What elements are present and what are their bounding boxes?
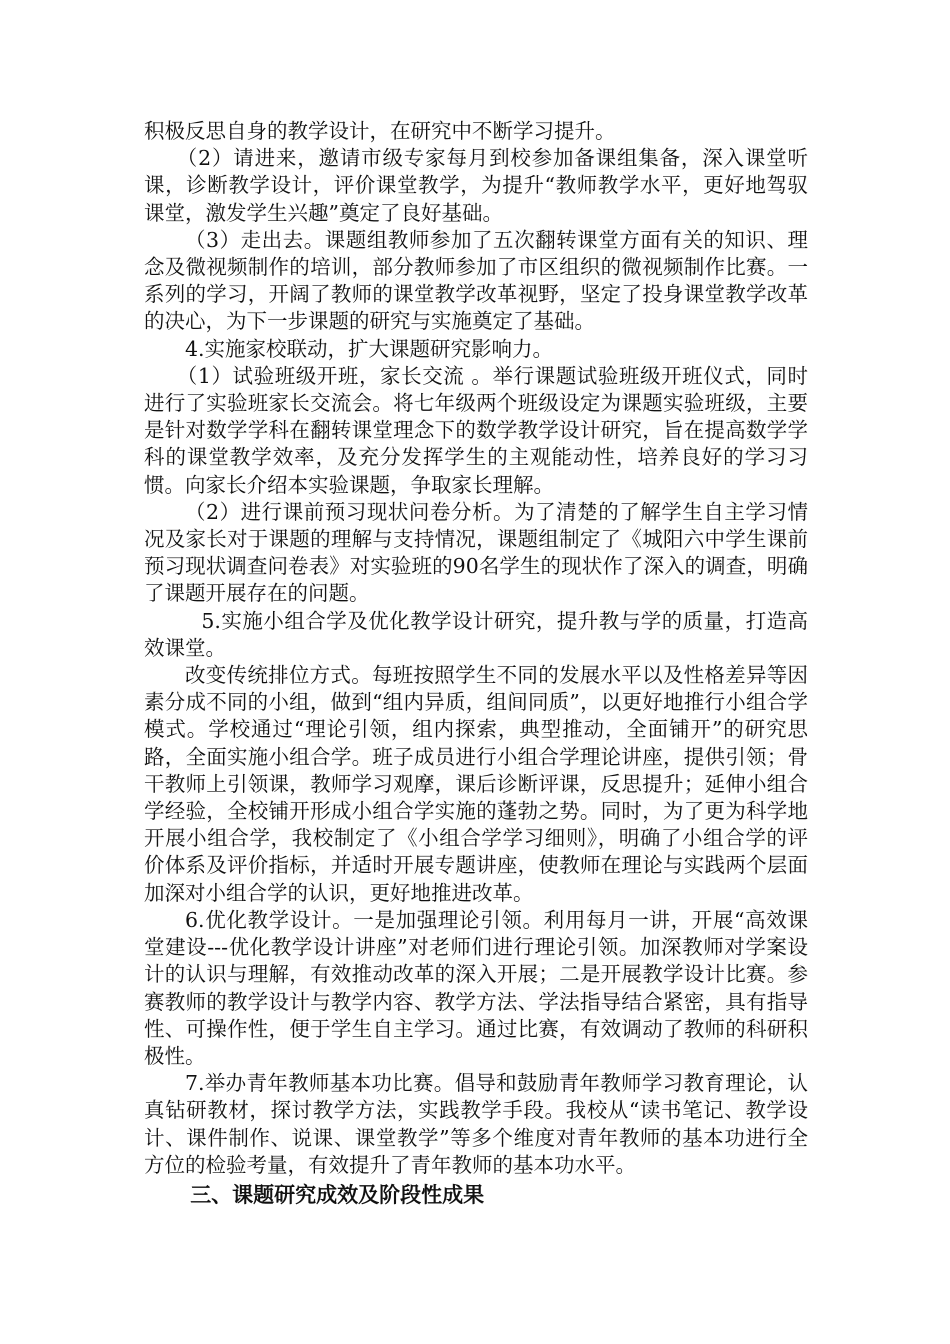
section-heading: 三、课题研究成效及阶段性成果 (190, 1181, 485, 1207)
paragraph-pilot-class: （1）试验班级开班，家长交流 。举行课题试验班级开班仪式，同时进行了实验班家长交流会。将七年级两个班级设定为课题实验班级，主要是针对数学学科在翻转课堂理念下的数学教学设计研究，旨在提高数学学科的课堂教学效率，及充分发挥学生的主观能动性，培养良好的学习习惯。向家长介绍本实验课题，争取家长理解。 (144, 363, 808, 497)
paragraph-continuation: 积极反思自身的教学设计，在研究中不断学习提升。 (144, 119, 616, 143)
paragraph-invite-experts: （2）请进来，邀请市级专家每月到校参加备课组集备，深入课堂听课，诊断教学设计，评价课堂教学，为提升“教师教学水平，更好地驾驭课堂，激发学生兴趣”奠定了良好基础。 (144, 146, 808, 225)
paragraph-optimize-design: 6.优化教学设计。一是加强理论引领。利用每月一讲，开展“高效课堂建设---优化教学设计讲座”对老师们进行理论引领。加深教师对学案设计的认识与理解，有效推动改革的深入开展；二是开展教学设计比赛。参赛教师的教学设计与教学内容、教学方法、学法指导结合紧密，具有指导性、可操作性，便于学生自主学习。通过比赛，有效调动了教师的科研积极性。 (144, 907, 808, 1068)
paragraph-group-learning-heading: 5.实施小组合学及优化教学设计研究，提升教与学的质量，打造高效课堂。 (144, 608, 808, 660)
document-page (144, 118, 808, 1208)
paragraph-home-school-heading: 4.实施家校联动，扩大课题研究影响力。 (185, 336, 554, 361)
paragraph-seating-change: 改变传统排位方式。每班按照学生不同的发展水平以及性格差异等因素分成不同的小组，做到“组内异质，组间同质”，以更好地推行小组合学模式。学校通过“理论引领，组内探索，典型推动，全面铺开”的研究思路，全面实施小组合学。班子成员进行小组合学理论讲座，提供引领；骨干教师上引领课，教师学习观摩，课后诊断评课，反思提升；延伸小组合学经验，全校铺开形成小组合学实施的蓬勃之势。同时，为了更为科学地开展小组合学，我校制定了《小组合学学习细则》，明确了小组合学的评价体系及评价指标，并适时开展专题讲座，使教师在理论与实践两个层面加深对小组合学的认识，更好地推进改革。 (144, 663, 808, 905)
paragraph-questionnaire: （2）进行课前预习现状问卷分析。为了清楚的了解学生自主学习情况及家长对于课题的理解与支持情况，课题组制定了《城阳六中学生课前预习现状调查问卷表》对实验班的90名学生的现状作了深入的调查，明确了课题开展存在的问题。 (144, 499, 808, 606)
paragraph-go-out: （3）走出去。课题组教师参加了五次翻转课堂方面有关的知识、理念及微视频制作的培训，部分教师参加了市区组织的微视频制作比赛。一系列的学习，开阔了教师的课堂教学改革视野，坚定了投身课堂教学改革的决心，为下一步课题的研究与实施奠定了基础。 (144, 227, 808, 334)
paragraph-young-teachers: 7.举办青年教师基本功比赛。倡导和鼓励青年教师学习教育理论，认真钻研教材，探讨教学方法，实践教学手段。我校从“读书笔记、教学设计、课件制作、说课、课堂教学”等多个维度对青年教师的基本功进行全方位的检验考量，有效提升了青年教师的基本功水平。 (144, 1071, 808, 1177)
